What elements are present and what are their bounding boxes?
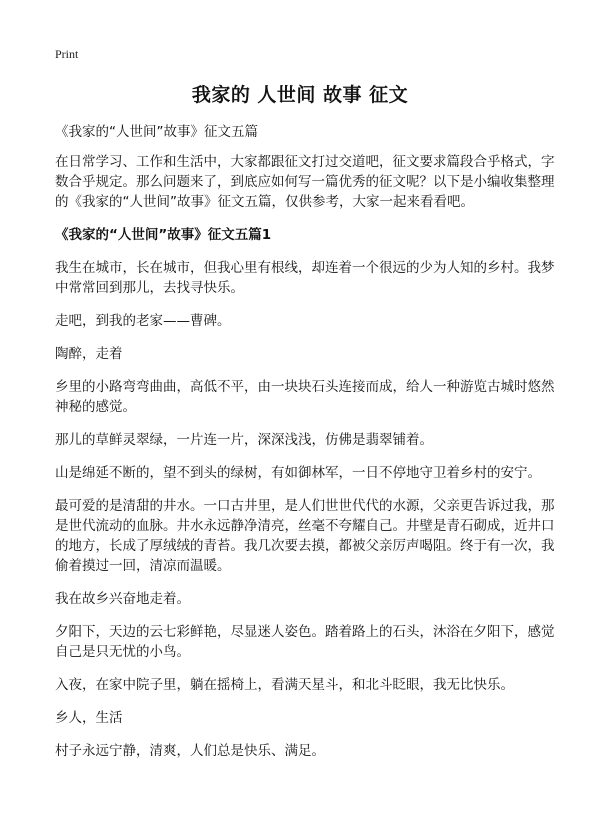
body-paragraph: 走吧，到我的老家——曹碑。 (55, 313, 231, 329)
print-link[interactable]: Print (55, 47, 79, 61)
body-paragraph: 乡里的小路弯弯曲曲，高低不平，由一块块石头连接而成，给人一种游览古城时悠然神秘的感觉。 (55, 379, 555, 415)
body-paragraph: 我在故乡兴奋地走着。 (55, 591, 190, 607)
body-paragraph: 乡人，生活 (55, 710, 123, 726)
body-paragraph: 山是绵延不断的，望不到头的绿树，有如御林军，一日不停地守卫着乡村的安宁。 (55, 465, 541, 481)
body-paragraph: 夕阳下，天边的云七彩鲜艳，尽显迷人姿色。踏着路上的石头，沐浴在夕阳下，感觉自己是只无忧的小鸟。 (55, 624, 555, 660)
body-paragraph: 村子永远宁静，清爽，人们总是快乐、满足。 (55, 743, 325, 759)
document-body (55, 152, 555, 774)
section-heading: 《我家的“人世间”故事》征文五篇1 (55, 227, 272, 243)
body-paragraph: 我生在城市，长在城市，但我心里有根线，却连着一个很远的少为人知的乡村。我梦中常常回到那儿，去找寻快乐。 (55, 260, 555, 296)
body-paragraph: 那儿的草鲜灵翠绿，一片连一片，深深浅浅，仿佛是翡翠铺着。 (55, 432, 433, 448)
body-paragraph: 入夜，在家中院子里，躺在摇椅上，看满天星斗，和北斗眨眼，我无比快乐。 (55, 677, 514, 693)
intro-paragraph: 在日常学习、工作和生活中，大家都跟征文打过交道吧，征文要求篇段合乎格式，字数合乎规定。那么问题来了，到底应如何写一篇优秀的征文呢？以下是小编收集整理的《我家的“人世间”故事》征文五篇，仅供参考，大家一起来看看吧。 (55, 154, 555, 210)
document-subtitle: 《我家的“人世间”故事》征文五篇 (55, 124, 258, 140)
body-paragraph: 最可爱的是清甜的井水。一口古井里，是人们世世代代的水源，父亲更告诉过我，那是世代流动的血脉。井水永远静净清亮，丝毫不夸耀自己。井壁是青石砌成，近井口的地方，长成了厚绒绒的青苔。我几次要去摸，都被父亲厉声喝阻。终于有一次，我偷着摸过一回，清凉而温暖。 (55, 498, 555, 574)
document-title: 我家的 人世间 故事 征文 (191, 84, 409, 106)
body-paragraph: 陶醉，走着 (55, 346, 123, 362)
